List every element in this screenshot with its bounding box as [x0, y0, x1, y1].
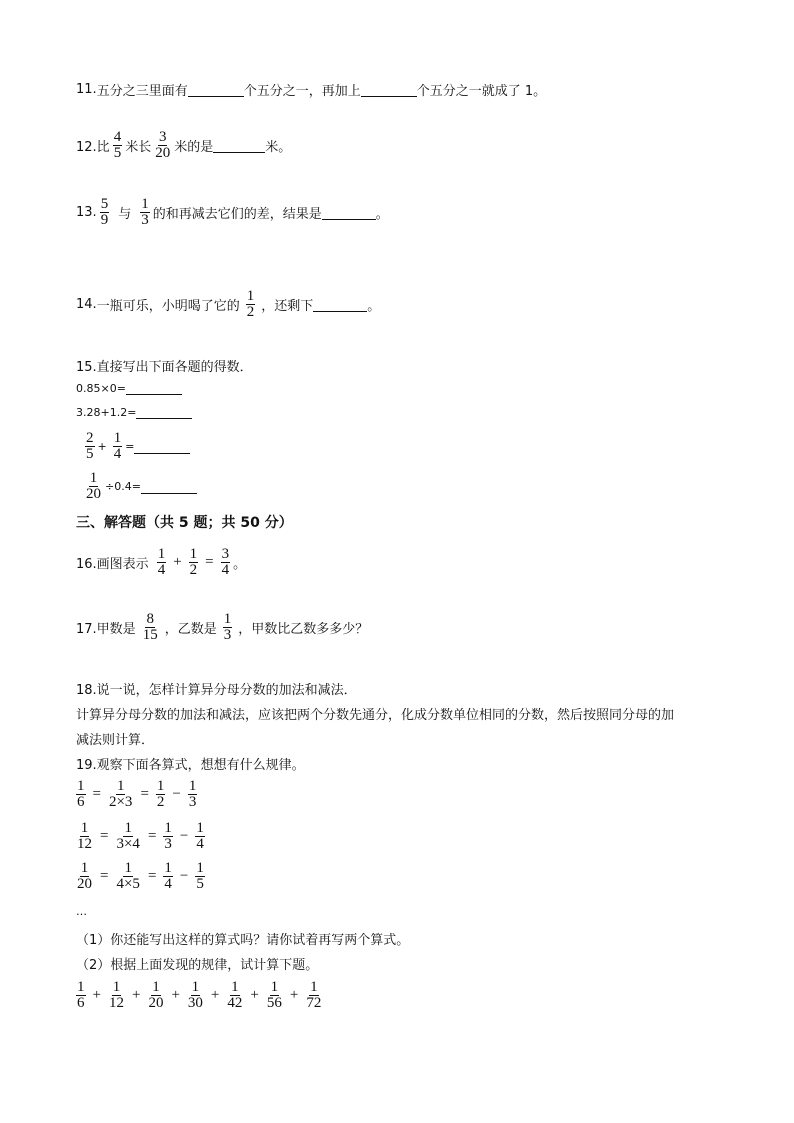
- question-18-answer-line-1: 计算异分母分数的加法和减法，应该把两个分数先通分，化成分数单位相同的分数，然后按照同分母的加: [76, 708, 675, 723]
- q15-item-4-rest: ÷0.4=: [105, 480, 141, 493]
- q15-item-1-expr: 0.85×0=: [76, 381, 126, 395]
- section-3-heading: 三、解答题（共 5 题；共 50 分）: [76, 515, 293, 531]
- q15-item-1-blank[interactable]: [126, 381, 182, 395]
- q19-eq1-d: $\frac{1}{3}$: [188, 778, 197, 810]
- q19-sum-plus-2: +: [131, 987, 141, 1003]
- q16-text: 16.画图表示: [76, 557, 149, 572]
- q19-equation-3: [76, 861, 208, 892]
- q15-item-4: [82, 471, 197, 502]
- q19-eq1-c: $\frac{1}{2}$: [156, 778, 165, 810]
- q19-sum-expression: [76, 980, 325, 1011]
- q19-eq2-equals-1: =: [100, 828, 109, 844]
- q19-sum-term-2: $\frac{1}{12}$: [108, 979, 124, 1011]
- q15-item-3-equals: =: [125, 440, 135, 453]
- q13-text-b: 的和再减去它们的差，结果是: [152, 207, 322, 222]
- q15-item-3: [82, 431, 190, 462]
- q15-item-2-blank[interactable]: [136, 405, 192, 419]
- q19-sum-plus-4: +: [210, 987, 220, 1003]
- q11-blank-2[interactable]: [361, 83, 417, 97]
- q19-sum-term-1: $\frac{1}{6}$: [77, 979, 85, 1011]
- q17-fraction-1: $\frac{8}{15}$: [142, 611, 158, 643]
- q19-ellipsis: …: [76, 905, 87, 918]
- question-12: [76, 130, 291, 161]
- q11-text-c: 个五分之一就成了 1。: [416, 84, 547, 99]
- q14-blank[interactable]: [313, 298, 367, 312]
- q13-text-c: 。: [375, 207, 389, 222]
- q19-eq3-minus: −: [179, 868, 189, 884]
- q19-sub-question-1: （1）你还能写出这样的算式吗？请你试着再写两个算式。: [76, 933, 410, 948]
- q13-fraction-1: $\frac{5}{9}$: [100, 196, 109, 228]
- q11-text-a: 五分之三里面有: [96, 84, 188, 99]
- q19-sum-term-6: $\frac{1}{56}$: [266, 979, 282, 1011]
- q11-blank-1[interactable]: [188, 83, 244, 97]
- q16-end: 。: [233, 557, 247, 572]
- question-17: [76, 612, 368, 643]
- q19-sum-plus-1: +: [92, 987, 101, 1003]
- q15-item-4-blank[interactable]: [141, 480, 197, 494]
- q19-sum-term-4: $\frac{1}{30}$: [187, 979, 203, 1011]
- q19-sum-term-5: $\frac{1}{42}$: [227, 979, 243, 1011]
- q13-fraction-2: $\frac{1}{3}$: [141, 196, 149, 228]
- q19-eq3-equals-1: =: [100, 868, 109, 884]
- question-15-title: 15.直接写出下面各题的得数．: [76, 360, 253, 375]
- q19-sum-term-3: $\frac{1}{20}$: [148, 979, 164, 1011]
- q16-plus: +: [173, 554, 182, 570]
- question-16: [76, 547, 246, 578]
- q19-eq1-a: $\frac{1}{6}$: [77, 778, 85, 810]
- q16-fraction-1: $\frac{1}{4}$: [157, 546, 166, 578]
- q19-eq2-c: $\frac{1}{3}$: [164, 820, 172, 852]
- q19-eq1-minus: −: [172, 786, 181, 802]
- q14-fraction: $\frac{1}{2}$: [246, 288, 255, 320]
- q15-item-3-plus: +: [97, 440, 107, 453]
- q15-item-3-blank[interactable]: [134, 440, 190, 454]
- q16-equals: =: [205, 554, 214, 570]
- q19-equation-1: [76, 779, 200, 810]
- question-18-answer-line-2: 减法则计算．: [76, 733, 155, 748]
- q15-item-3-fraction-1: $\frac{2}{5}$: [86, 430, 94, 462]
- q12-text-c: 米。: [265, 140, 292, 155]
- q14-text-c: 。: [367, 299, 381, 314]
- q17-text-b: ，乙数是: [164, 622, 217, 637]
- q17-text-c: ，甲数比乙数多多少？: [238, 622, 369, 637]
- q11-number: 11.: [76, 82, 97, 97]
- question-13: [76, 197, 389, 228]
- q19-sub-question-2: （2）根据上面发现的规律，试计算下题。: [76, 958, 319, 973]
- q16-fraction-2: $\frac{1}{2}$: [189, 546, 198, 578]
- q19-sum-plus-5: +: [250, 987, 259, 1003]
- q13-number: 13.: [76, 205, 97, 220]
- q19-eq2-a: $\frac{1}{12}$: [77, 820, 92, 852]
- q19-eq3-a: $\frac{1}{20}$: [77, 860, 92, 892]
- q12-blank[interactable]: [213, 139, 265, 153]
- q13-text-a: 与: [118, 207, 132, 222]
- question-18-title: 18.说一说，怎样计算异分母分数的加法和减法．: [76, 683, 357, 698]
- q14-text-b: ，还剩下: [261, 299, 314, 314]
- q12-fraction-1: $\frac{4}{5}$: [113, 129, 122, 161]
- question-14: [76, 289, 380, 320]
- q16-fraction-3: $\frac{3}{4}$: [221, 546, 230, 578]
- q19-eq2-equals-2: =: [147, 828, 157, 844]
- q15-item-3-fraction-2: $\frac{1}{4}$: [113, 430, 122, 462]
- question-19-title: 19.观察下面各算式，想想有什么规律。: [76, 758, 305, 773]
- q17-text-a: 17.甲数是: [76, 622, 136, 637]
- q19-sum-plus-6: +: [289, 987, 299, 1003]
- q11-text-b: 个五分之一，再加上: [243, 84, 361, 99]
- q12-text-a: 米长: [125, 140, 152, 155]
- q15-item-2-expr: 3.28+1.2=: [76, 405, 137, 419]
- q12-number: 12.比: [76, 140, 110, 155]
- q19-eq3-d: $\frac{1}{5}$: [196, 860, 204, 892]
- q14-text-a: 一瓶可乐，小明喝了它的: [96, 299, 240, 314]
- q12-fraction-2: $\frac{3}{20}$: [155, 129, 171, 161]
- q19-eq1-equals-2: =: [140, 786, 149, 802]
- q19-eq1-b: $\frac{1}{2\times 3}$: [108, 778, 133, 810]
- q12-text-b: 米的是: [174, 140, 214, 155]
- q15-item-4-fraction: $\frac{1}{20}$: [86, 470, 101, 502]
- q14-number: 14.: [76, 297, 97, 312]
- q19-eq1-equals-1: =: [92, 786, 101, 802]
- question-11: [76, 80, 546, 99]
- q13-blank[interactable]: [322, 206, 376, 220]
- q19-eq2-d: $\frac{1}{4}$: [196, 820, 204, 852]
- q19-equation-2: [76, 821, 208, 852]
- q19-eq2-minus: −: [179, 828, 189, 844]
- q17-fraction-2: $\frac{1}{3}$: [223, 611, 232, 643]
- q19-sum-term-7: $\frac{1}{72}$: [306, 979, 322, 1011]
- q19-eq3-equals-2: =: [147, 868, 157, 884]
- q19-eq2-b: $\frac{1}{3\times 4}$: [116, 820, 140, 852]
- q19-eq3-c: $\frac{1}{4}$: [164, 860, 172, 892]
- q19-eq3-b: $\frac{1}{4\times 5}$: [116, 860, 140, 892]
- q15-item-1: [76, 381, 182, 395]
- q15-item-2: [76, 405, 192, 419]
- q19-sum-plus-3: +: [171, 987, 180, 1003]
